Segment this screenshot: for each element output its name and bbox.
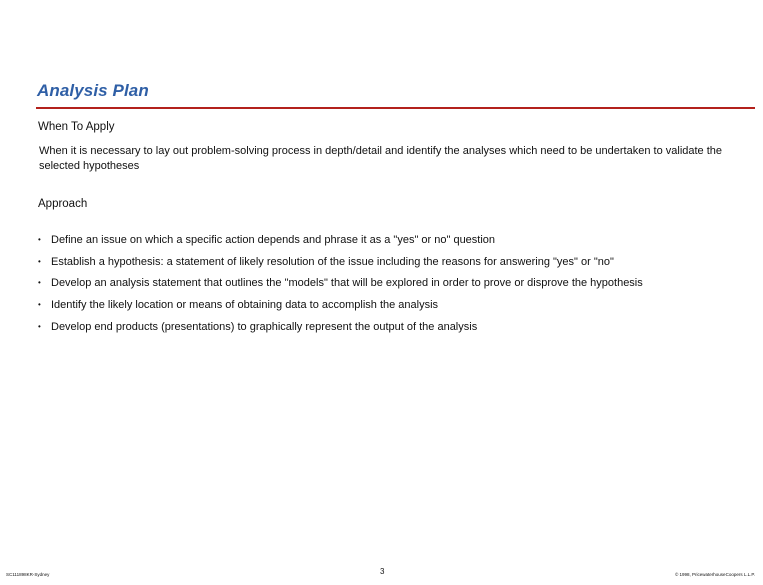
page-number: 3 xyxy=(380,567,385,576)
list-item-text: Establish a hypothesis: a statement of likely resolution of the issue including the reasons for answering "yes" or "no" xyxy=(51,255,614,268)
list-item-text: Develop end products (presentations) to graphically represent the output of the analysis xyxy=(51,320,478,333)
list-item xyxy=(38,256,643,278)
footer-document-code: SC111898KR-Sydney xyxy=(6,572,50,577)
list-item xyxy=(38,321,643,343)
bullet-icon: • xyxy=(38,235,41,244)
bullet-icon: • xyxy=(38,278,41,288)
list-item-text: Identify the likely location or means of obtaining data to accomplish the analysis xyxy=(51,299,439,312)
when-to-apply-heading: When To Apply xyxy=(38,121,115,133)
list-item-text: Define an issue on which a specific action depends and phrase it as a "yes" or no" question xyxy=(51,234,496,246)
list-item xyxy=(38,234,643,256)
approach-list xyxy=(38,234,643,342)
footer-copyright: © 1998, PricewaterhouseCoopers L.L.P. xyxy=(674,572,755,577)
title-divider xyxy=(36,107,755,109)
bullet-icon: • xyxy=(38,321,41,331)
approach-heading: Approach xyxy=(38,198,88,210)
list-item xyxy=(38,277,643,299)
bullet-icon: • xyxy=(38,300,41,310)
page-title: Analysis Plan xyxy=(37,81,149,100)
list-item xyxy=(38,299,643,321)
when-to-apply-text: When it is necessary to lay out problem-solving process in depth/detail and identify the analyses which need to be undertaken to validate the selected hypotheses xyxy=(39,145,723,172)
bullet-icon: • xyxy=(38,256,41,266)
list-item-text: Develop an analysis statement that outlines the "models" that will be explored in order to prove or disprove the hypothesis xyxy=(51,277,643,290)
